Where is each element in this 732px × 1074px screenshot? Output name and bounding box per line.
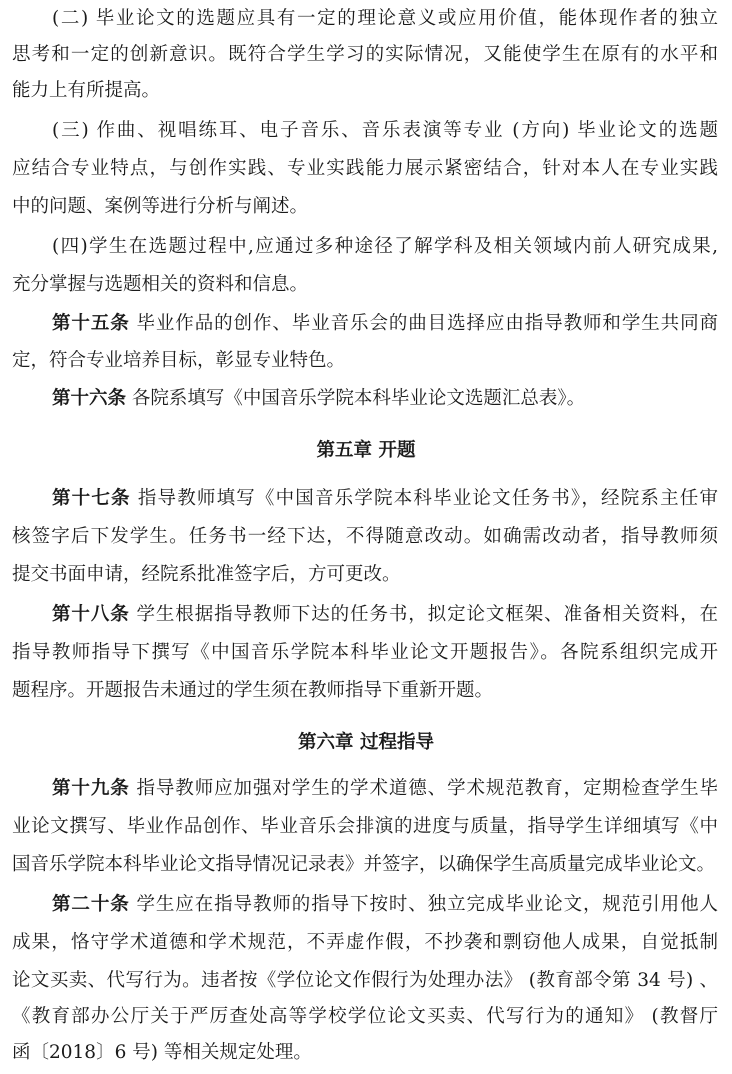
article-15-line-1: 第十五条 毕业作品的创作、毕业音乐会的曲目选择应由指导教师和学生共同商 [52, 313, 718, 334]
article-18-label: 第十八条 [52, 604, 130, 625]
para-topic-value-line-2: 思考和一定的创新意识。既符合学生学习的实际情况，又能使学生在原有的水平和 [12, 44, 718, 65]
article-20-label: 第二十条 [52, 894, 130, 915]
article-17-label: 第十七条 [52, 488, 131, 509]
article-17-line-2: 核签字后下发学生。任务书一经下达，不得随意改动。如确需改动者，指导教师须 [12, 526, 718, 547]
article-18-line-2: 指导教师指导下撰写《中国音乐学院本科毕业论文开题报告》。各院系组织完成开 [12, 642, 718, 663]
article-19-line-2: 业论文撰写、毕业作品创作、毕业音乐会排演的进度与质量，指导学生详细填写《中 [12, 816, 718, 837]
article-17-line-1: 第十七条 指导教师填写《中国音乐学院本科毕业论文任务书》，经院系主任审 [52, 488, 718, 509]
article-19-line-3: 国音乐学院本科毕业论文指导情况记录表》并签字，以确保学生高质量完成毕业论文。 [12, 854, 716, 875]
article-20-line-2: 成果，恪守学术道德和学术规范，不弄虚作假，不抄袭和剽窃他人成果，自觉抵制 [12, 932, 718, 953]
article-20-line-3: 论文买卖、代写行为。违者按《学位论文作假行为处理办法》 (教育部令第 34 号) 、 [12, 970, 718, 991]
article-16-label: 第十六条 [52, 388, 127, 409]
article-15-line-2: 定，符合专业培养目标，彰显专业特色。 [12, 350, 346, 371]
chapter-6-heading: 第六章 过程指导 [298, 732, 434, 753]
para-topic-major-line-3: 中的问题、案例等进行分析与阐述。 [12, 196, 309, 217]
para-topic-major-line-1: (三) 作曲、视唱练耳、电子音乐、音乐表演等专业 (方向) 毕业论文的选题 [52, 120, 718, 141]
para-topic-value-line-1: (二) 毕业论文的选题应具有一定的理论意义或应用价值，能体现作者的独立 [52, 8, 718, 29]
article-18-line-1: 第十八条 学生根据指导教师下达的任务书，拟定论文框架、准备相关资料，在 [52, 604, 718, 625]
chapter-5-heading: 第五章 开题 [316, 440, 416, 461]
article-15-label: 第十五条 [52, 313, 130, 334]
para-topic-research-line-2: 充分掌握与选题相关的资料和信息。 [12, 274, 309, 295]
para-topic-research-line-1: (四)学生在选题过程中,应通过多种途径了解学科及相关领域内前人研究成果, [52, 236, 718, 257]
article-20-line-5: 函〔2018〕6 号) 等相关规定处理。 [12, 1042, 312, 1063]
para-topic-major-line-2: 应结合专业特点，与创作实践、专业实践能力展示紧密结合，针对本人在专业实践 [12, 158, 718, 179]
article-20-line-4: 《教育部办公厅关于严厉查处高等学校学位论文买卖、代写行为的通知》 (教督厅 [12, 1006, 718, 1027]
article-16-line-1: 第十六条 各院系填写《中国音乐学院本科毕业论文选题汇总表》。 [52, 388, 586, 409]
article-17-line-3: 提交书面申请，经院系批准签字后，方可更改。 [12, 564, 401, 585]
para-topic-value-line-3: 能力上有所提高。 [12, 80, 161, 101]
article-19-line-1: 第十九条 指导教师应加强对学生的学术道德、学术规范教育，定期检查学生毕 [52, 778, 718, 799]
article-19-label: 第十九条 [52, 778, 130, 799]
article-18-line-3: 题程序。开题报告未通过的学生须在教师指导下重新开题。 [12, 680, 494, 701]
article-20-line-1: 第二十条 学生应在指导教师的指导下按时、独立完成毕业论文，规范引用他人 [52, 894, 718, 915]
